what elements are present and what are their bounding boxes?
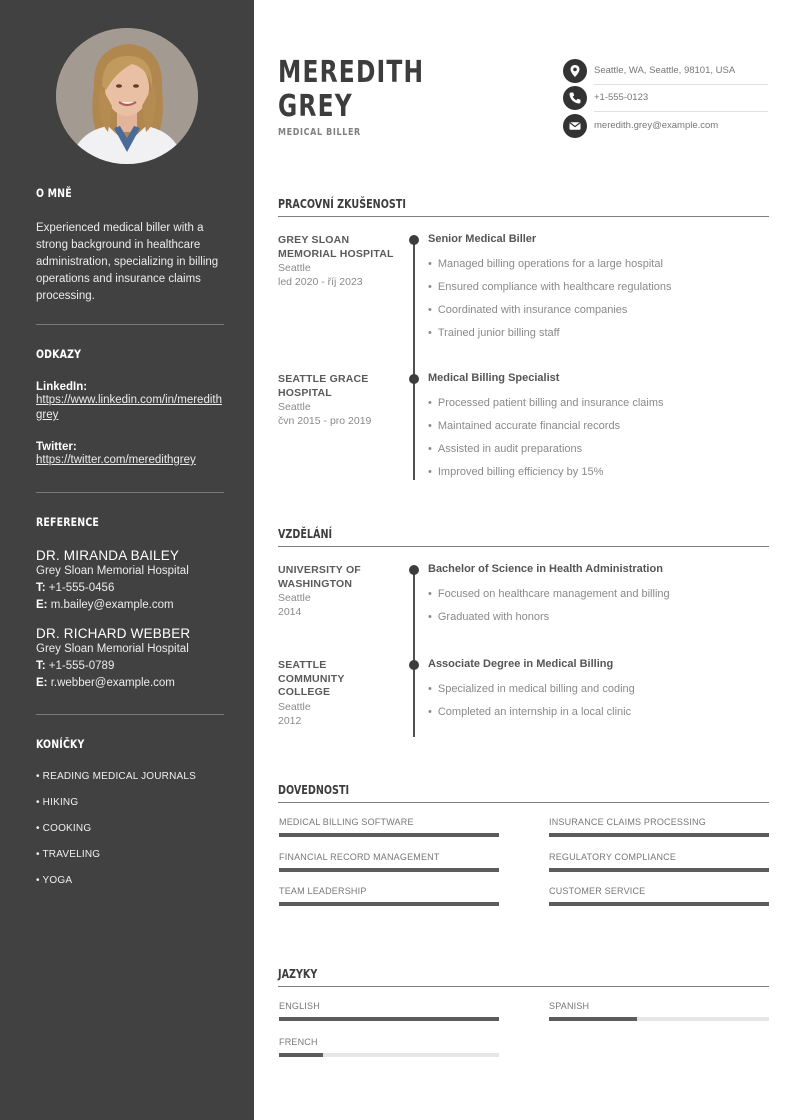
skill-label: SPANISH [549,1001,590,1011]
bullet-item: • Processed patient billing and insurance claims [428,397,663,409]
bullet-item: • Ensured compliance with healthcare regulations [428,281,671,293]
timeline-dot [409,374,419,384]
level-bar-fill [279,833,499,837]
references-title: REFERENCE [36,515,100,529]
education-org [278,564,398,619]
links-title: ODKAZY [36,347,82,361]
education-title: VZDĚLÁNÍ [278,527,333,541]
reference-item [36,548,224,614]
skill-label: MEDICAL BILLING SOFTWARE [279,817,414,827]
hobbies-list [36,771,224,891]
reference-name: DR. RICHARD WEBBER [36,626,191,641]
skill-bar-item [549,852,769,862]
phone-icon [563,86,587,110]
skill-label: REGULATORY COMPLIANCE [549,851,677,862]
skill-label: FINANCIAL RECORD MANAGEMENT [279,851,440,862]
org-location: Seattle [278,700,311,713]
bullet-item: • Focused on healthcare management and billing [428,588,670,600]
email-text: meredith.grey@example.com [594,120,719,131]
org-dates: 2012 [278,714,302,727]
skill-label: ENGLISH [279,1001,320,1011]
bullet-item: • Completed an internship in a local clinic [428,706,631,718]
link-linkedin [36,381,224,423]
reference-email: m.bailey@example.com [50,599,174,611]
hobby-item: • TRAVELING [36,849,101,860]
phone-text: +1-555-0123 [594,92,649,103]
experience-org [278,234,398,289]
level-bar-track [549,833,769,837]
reference-item [36,626,224,692]
org-name: UNIVERSITY OF WASHINGTON [278,564,361,590]
sidebar-divider [36,714,224,715]
timeline-dot [409,660,419,670]
contact-email [563,112,768,140]
skill-label: TEAM LEADERSHIP [279,886,367,896]
skill-bar-item [549,886,769,896]
level-bar-track [279,1017,499,1021]
email-prefix: E: [36,677,48,689]
skills-title: DOVEDNOSTI [278,783,350,797]
level-bar-track [549,902,769,906]
bullet-item: • Managed billing operations for a large hospital [428,258,663,270]
bullet-item: • Improved billing efficiency by 15% [428,466,603,478]
phone-prefix: T: [36,660,46,672]
skill-bar-item [279,1037,499,1047]
level-bar-track [279,902,499,906]
bullet-item: • Assisted in audit preparations [428,443,582,455]
hobby-item: • HIKING [36,797,79,808]
contact-address [563,57,768,85]
hobby-item: • READING MEDICAL JOURNALS [36,771,197,782]
skill-bar-item [549,817,769,827]
languages-title: JAZYKY [278,967,318,981]
reference-phone: +1-555-0456 [48,582,115,594]
skill-label: CUSTOMER SERVICE [549,886,646,896]
sidebar [0,0,254,1120]
org-name: SEATTLE COMMUNITY COLLEGE [278,659,345,698]
experience-org [278,373,398,428]
bullet-item: • Specialized in medical billing and coding [428,683,635,695]
job-role: MEDICAL BILLER [278,127,361,138]
reference-org: Grey Sloan Memorial Hospital [36,643,189,655]
skill-bar-item [549,1001,769,1011]
linkedin-link[interactable]: https://www.linkedin.com/in/meredithgrey [36,394,222,421]
skill-bar-item [279,1001,499,1011]
org-dates: 2014 [278,606,302,618]
phone-prefix: T: [36,582,46,594]
hobbies-title: KONÍČKY [36,737,85,751]
skill-label: INSURANCE CLAIMS PROCESSING [549,817,706,827]
level-bar-track [279,1053,499,1057]
timeline-dot [409,235,419,245]
experience-title: PRACOVNÍ ZKUŠENOSTI [278,197,406,211]
skill-bar-item [279,817,499,827]
sidebar-divider [36,324,224,325]
bullet-item: • Trained junior billing staff [428,327,560,339]
section-rule [278,986,769,987]
bullet-item: • Coordinated with insurance companies [428,304,627,316]
about-section [36,186,224,200]
bullet-item: • Graduated with honors [428,611,549,623]
hobby-item: • COOKING [36,823,92,834]
address-text: Seattle, WA, Seattle, 98101, USA [594,65,736,76]
section-rule [278,546,769,547]
reference-email: r.webber@example.com [50,677,175,689]
contact-phone [563,84,768,112]
org-dates: čvn 2015 - pro 2019 [278,415,372,427]
envelope-icon [563,114,587,138]
about-text: Experienced medical biller with a strong background in healthcare administration, specializing in billing operations and insurance claims processing. [36,222,219,302]
position-title: Medical Billing Specialist [428,372,560,384]
profile-photo [56,28,198,164]
position-title: Senior Medical Biller [428,233,537,245]
level-bar-track [279,868,499,872]
org-location: Seattle [278,592,311,604]
org-name: SEATTLE GRACE HOSPITAL [278,373,369,399]
education-timeline [413,570,415,737]
level-bar-track [279,833,499,837]
level-bar-fill [549,833,769,837]
experience-timeline [413,240,415,480]
twitter-link[interactable]: https://twitter.com/meredithgrey [36,454,196,466]
skill-label: FRENCH [279,1036,318,1047]
level-bar-fill [549,1017,637,1021]
level-bar-fill [279,868,499,872]
link-twitter [36,441,224,468]
about-title: O MNĚ [36,186,72,200]
skill-bar-item [279,852,499,862]
timeline-dot [409,565,419,575]
section-rule [278,216,769,217]
hobby-item: • YOGA [36,875,73,886]
org-dates: led 2020 - říj 2023 [278,276,363,288]
level-bar-fill [549,868,769,872]
level-bar-track [549,1017,769,1021]
org-location: Seattle [278,401,311,413]
org-name: GREY SLOAN MEMORIAL HOSPITAL [278,234,394,260]
level-bar-fill [279,1017,499,1021]
bullet-item: • Maintained accurate financial records [428,420,620,432]
reference-org: Grey Sloan Memorial Hospital [36,565,189,577]
email-prefix: E: [36,599,48,611]
level-bar-track [549,868,769,872]
location-pin-icon [563,59,587,83]
level-bar-fill [279,902,499,906]
linkedin-label: LinkedIn: [36,381,88,393]
twitter-label: Twitter: [36,441,77,453]
degree-title: Associate Degree in Medical Billing [428,658,614,670]
sidebar-divider [36,492,224,493]
section-rule [278,802,769,803]
skill-bar-item [279,886,499,896]
level-bar-fill [279,1053,323,1057]
degree-title: Bachelor of Science in Health Administration [428,563,663,575]
reference-phone: +1-555-0789 [48,660,115,672]
org-location: Seattle [278,262,311,274]
reference-name: DR. MIRANDA BAILEY [36,548,180,563]
education-org [278,659,368,728]
full-name [278,56,424,124]
full-name-text: MEREDITH GREY [278,55,425,124]
level-bar-fill [549,902,769,906]
